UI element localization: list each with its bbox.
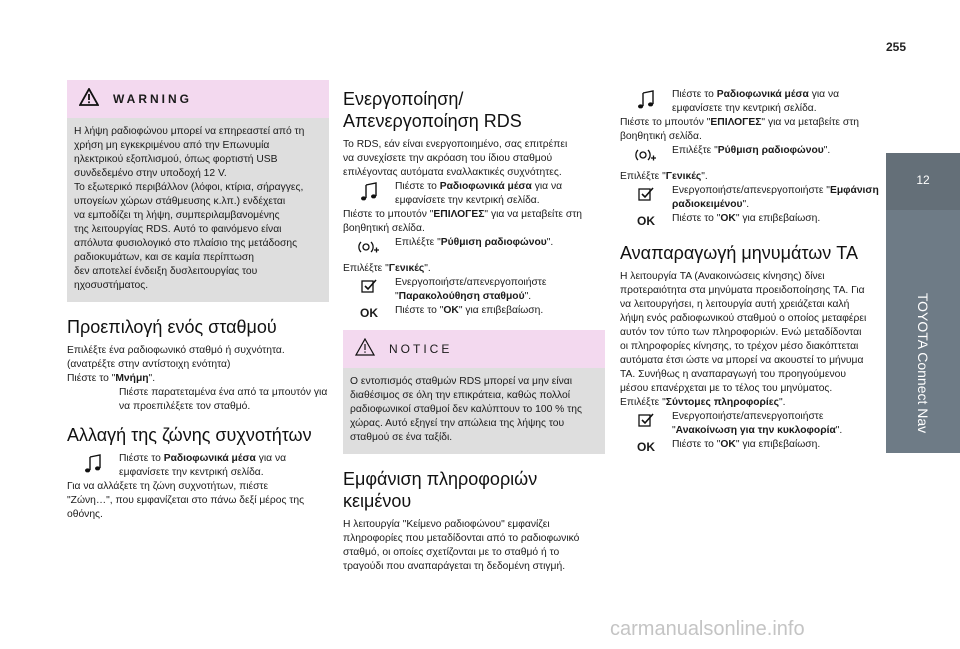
text-info-heading: Εμφάνιση πληροφοριών κειμένου [343,469,538,511]
rds-options: Πιέστε το μπουτόν "ΕΠΙΛΟΓΕΣ" για να μεταβείτε στη βοηθητική σελίδα. [343,209,583,234]
band-change-section [67,424,329,522]
watermark: carmanualsonline.info [610,618,805,640]
column-1 [67,80,329,532]
ta-heading: Αναπαραγωγή μηνυμάτων TA [620,243,858,263]
chapter-title: TOYOTA Connect Nav [915,292,931,434]
ta-shortcuts: Επιλέξτε "Σύντομες πληροφορίες". [620,397,786,408]
warning-box [67,80,329,302]
notice-text: Ο εντοπισμός σταθμών RDS μπορεί να μην είναι διαθέσιμος σε όλη την επικράτεια, καθώς πολλοί ραδιοφωνικοί σταθμοί δεν καλύπτουν το 100 % της χώρας. Αυτό εξηγεί την απώλεια της λήψης του σταθμού σε ένα ταξίδι. [350,376,582,443]
station-select-heading: Προεπιλογή ενός σταθμού [67,317,277,337]
notice-box [343,330,605,454]
radiotext-step-toggle: Ενεργοποιήστε/απενεργοποιήστε "Εμφάνιση ραδιοκειμένου". [620,184,882,212]
memory-label: Μνήμη [115,373,149,384]
radiotext-options: Πιέστε το μπουτόν "ΕΠΙΛΟΓΕΣ" για να μεταβείτε στη βοηθητική σελίδα. [620,117,860,142]
column-2 [343,88,605,584]
station-select-step-text: Πιέστε παρατεταμένα ένα από τα μπουτόν για να προεπιλέξετε τον σταθμό. [119,387,328,412]
rds-step-settings: Επιλέξτε "Ρύθμιση ραδιοφώνου". [343,236,605,256]
warning-header [67,80,329,118]
rds-general: Επιλέξτε "Γενικές". [343,263,431,274]
radiotext-general: Επιλέξτε "Γενικές". [620,171,708,182]
radio-settings-icon [620,144,672,164]
column-3 [620,88,882,464]
notice-triangle-icon [355,338,375,361]
band-change-step: Πιέστε το Ραδιοφωνικά μέσα για να εμφανίσετε την κεντρική σελίδα. [67,452,329,480]
band-change-text: Για να αλλάξετε τη ζώνη συχνοτήτων, πιέστε "Ζώνη…", που εμφανίζεται στο πάνω δεξί μέρος της οθόνης. [67,481,305,520]
station-select-intro: Επιλέξτε ένα ραδιοφωνικό σταθμό ή συχνότητα. (ανατρέξτε στην αντίστοιχη ενότητα) [67,345,285,370]
text-info-section [343,468,605,574]
ta-step-toggle: Ενεργοποιήστε/απενεργοποιήστε "Ανακοίνωση για την κυκλοφορία". [620,410,882,438]
ok-icon: OK [637,214,655,228]
music-note-icon [620,88,672,116]
radiotext-step-settings: Επιλέξτε "Ρύθμιση ραδιοφώνου". [620,144,882,164]
warning-text: Η λήψη ραδιοφώνου μπορεί να επηρεαστεί από τη χρήση μη εγκεκριμένου από την Επωνυμία ηλεκτρικού εξοπλισμού, όπως φορτιστή USB συνδεδεμένο στην υποδοχή 12 V. Το εξωτερικό περιβάλλον (λόφοι, κτίρια, σήραγγες, υπογείων χώρων στάθμευσης κ.λπ.) ενδέχεται να εμποδίζει τη λήψη, συμπεριλαμβανομένης της λειτουργίας RDS. Αυτό το φαινόμενο είναι απόλυτα φυσιολογικό στο πλαίσιο της μετάδοσης ραδιοκυμάτων, και σε καμία περίπτωση δεν αποτελεί ένδειξη δυσλειτουργίας του ηχοσυστήματος. [74,126,305,291]
warning-title: WARNING [113,92,192,106]
ta-text: Η λειτουργία TA (Ανακοινώσεις κίνησης) δίνει προτεραιότητα στα μηνύματα προειδοποίησης TA. Για να λειτουργήσει, η λειτουργία αυτή χρειάζεται καλή λήψη ενός ραδιοφωνικού σταθμού ο οποίος μεταφέρει αυτόν τον τύπο των πληροφοριών. Ενώ μεταδίδονται οι πληροφορίες κίνησης, το τρέχον μέσο διακόπτεται αυτόματα έτσι ώστε να μπορεί να ακουστεί το μήνυμα TA. Συνήθως η αναπαραγωγή του προηγούμενου μέσου επανέρχεται με το τέλος του μηνύματος. [620,271,867,394]
rds-step-toggle: Ενεργοποιήστε/απενεργοποιήστε "Παρακολούθηση σταθμού". [343,276,605,304]
music-note-icon [67,452,119,480]
ta-section [620,242,882,454]
ta-step-ok: OK Πιέστε το "OK" για επιβεβαίωση. [637,439,821,454]
checkbox-icon [620,184,672,212]
checkbox-icon [343,276,395,304]
music-note-icon [343,180,395,208]
radiotext-step-radio: Πιέστε το Ραδιοφωνικά μέσα για να εμφανίσετε την κεντρική σελίδα. [620,88,882,116]
band-change-heading: Αλλαγή της ζώνης συχνοτήτων [67,425,312,445]
rds-step-ok: OK Πιέστε το "OK" για επιβεβαίωση. [360,305,544,320]
chapter-number: 12 [916,173,930,187]
rds-section [343,88,605,320]
chapter-number-box [886,153,960,210]
station-select-step [67,386,329,414]
station-select-section [67,316,329,414]
rds-step-radio: Πιέστε το Ραδιοφωνικά μέσα για να εμφανίσετε την κεντρική σελίδα. [343,180,605,208]
checkbox-icon [620,410,672,438]
text-info-text: Η λειτουργία "Κείμενο ραδιοφώνου" εμφανίζει πληροφορίες που μεταδίδονται από το ραδιοφωνικό σταθμό, οι οποίες σχετίζονται με το σταθμό ή το τραγούδι που αναπαράγεται τη δεδομένη στιγμή. [343,519,580,572]
chapter-tab [886,153,960,453]
radiotext-step-ok: OK Πιέστε το "OK" για επιβεβαίωση. [637,213,821,228]
station-select-press: Πιέστε το "Μνήμη". [67,373,156,384]
notice-header [343,330,605,368]
ok-icon: OK [360,306,378,320]
ok-icon: OK [637,440,655,454]
page-number: 255 [886,40,907,54]
rds-heading: Ενεργοποίηση/ Απενεργοποίηση RDS [343,89,522,131]
rds-intro: Το RDS, εάν είναι ενεργοποιημένο, σας επιτρέπει να συνεχίσετε την ακρόαση του ίδιου σταθμού επιλέγοντας αυτόματα εναλλακτικές συχνότητες. [343,139,568,178]
radio-settings-icon [343,236,395,256]
warning-triangle-icon [79,88,99,111]
notice-title: NOTICE [389,342,453,356]
